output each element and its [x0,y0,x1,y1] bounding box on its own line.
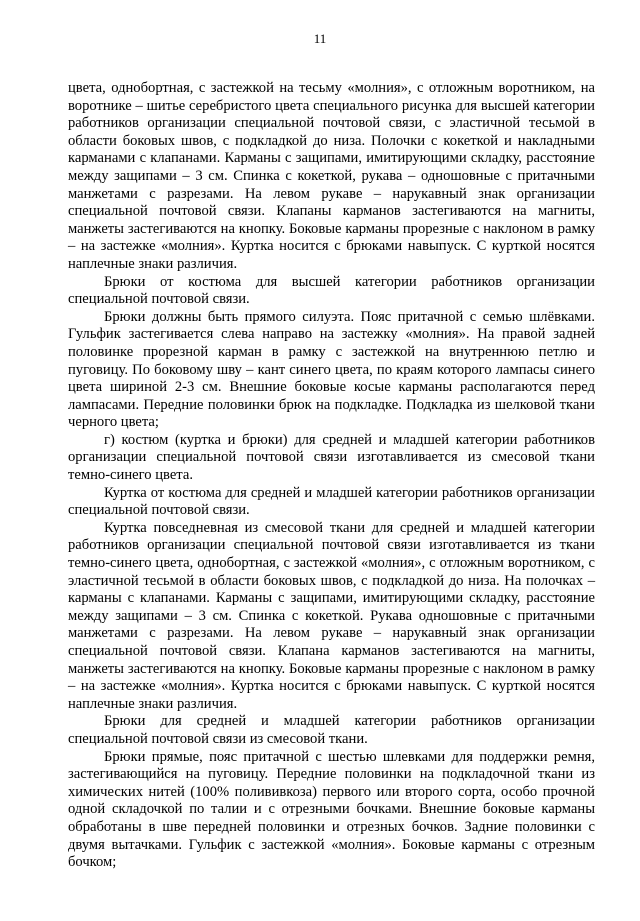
page-number: 11 [313,31,327,46]
paragraph-middle-trousers-description: Брюки прямые, пояс притачной с шестью шлевками для поддержки ремня, застегивающийся на пуговицу. Передние половинки на подкладочной ткани из химических нитей (100% полививкоза) первого или второго сорта, особо прочной одной складочкой по талии и с отрезными бочками. Внешние боковые карманы обработаны в шве передней половинки и отрезных бочков. Задние половинки с двумя вытачками. Гульфик с застежкой «молния». Боковые карманы с отрезным бочком; [68,748,595,871]
paragraph-jacket-description-continued: цвета, однобортная, с застежкой на тесьму «молния», с отложным воротником, на воротнике – шитье серебристого цвета специального рисунка для высшей категории работников организации специальной почтовой связи, с эластичной тесьмой в области боковых швов, с подкладкой до низа. Полочки с кокеткой и накладными карманами с клапанами. Карманы с защипами, имитирующими складку, расстояние между защипами – 3 см. Спинка с кокеткой, рукава – одношовные с притачными манжетами с разрезами. На левом рукаве – нарукавный знак организации специальной почтовой связи. Клапаны карманов застегиваются на магниты, манжеты застегиваются на кнопку. Боковые карманы прорезные с наклоном в рамку – на застежке «молния». Куртка носится с брюками навыпуск. С курткой носятся наплечные знаки различия. [68,80,595,272]
paragraph-senior-trousers-heading: Брюки от костюма для высшей категории работников организации специальной почтовой связи. [68,273,595,308]
paragraph-middle-jacket-heading: Куртка от костюма для средней и младшей категории работников организации специальной почтовой связи. [68,484,595,519]
paragraph-item-g-suit: г) костюм (куртка и брюки) для средней и младшей категории работников организации специальной почтовой связи изготавливается из смесовой ткани темно-синего цвета. [68,431,595,484]
paragraph-middle-trousers-heading: Брюки для средней и младшей категории работников организации специальной почтовой связи из смесовой ткани. [68,713,595,747]
document-body [68,80,595,872]
paragraph-senior-trousers-description: Брюки должны быть прямого силуэта. Пояс притачной с семью шлёвками. Гульфик застегивается слева направо на застежку «молния». На правой задней половинке прорезной карман в рамку с застежкой на внутреннюю петлю и пуговицу. По боковому шву – кант синего цвета, по краям которого лампасы синего цвета шириной 2-3 см. Внешние боковые косые карманы располагаются перед лампасами. Передние половинки брюк на подкладке. Подкладка из шелковой ткани черного цвета; [68,308,595,431]
paragraph-middle-jacket-description: Куртка повседневная из смесовой ткани для средней и младшей категории работников организации специальной почтовой связи изготавливается из ткани темно-синего цвета, однобортная, с застежкой «молния», с отложным воротником, с эластичной тесьмой в области боковых швов, с подкладкой до низа. На полочках – карманы с клапанами. Карманы с защипами, имитирующими складку, расстояние между защипами – 3 см. Спинка с кокеткой. Рукава одношовные с притачными манжетами с разрезами. На левом рукаве – нарукавный знак организации специальной почтовой связи. Клапана карманов застегиваются на магниты, манжеты застегиваются на кнопку. Боковые карманы прорезные с наклоном в рамку – на застежке «молния». Куртка носится с брюками навыпуск. С курткой носятся наплечные знаки различия. [68,519,595,712]
